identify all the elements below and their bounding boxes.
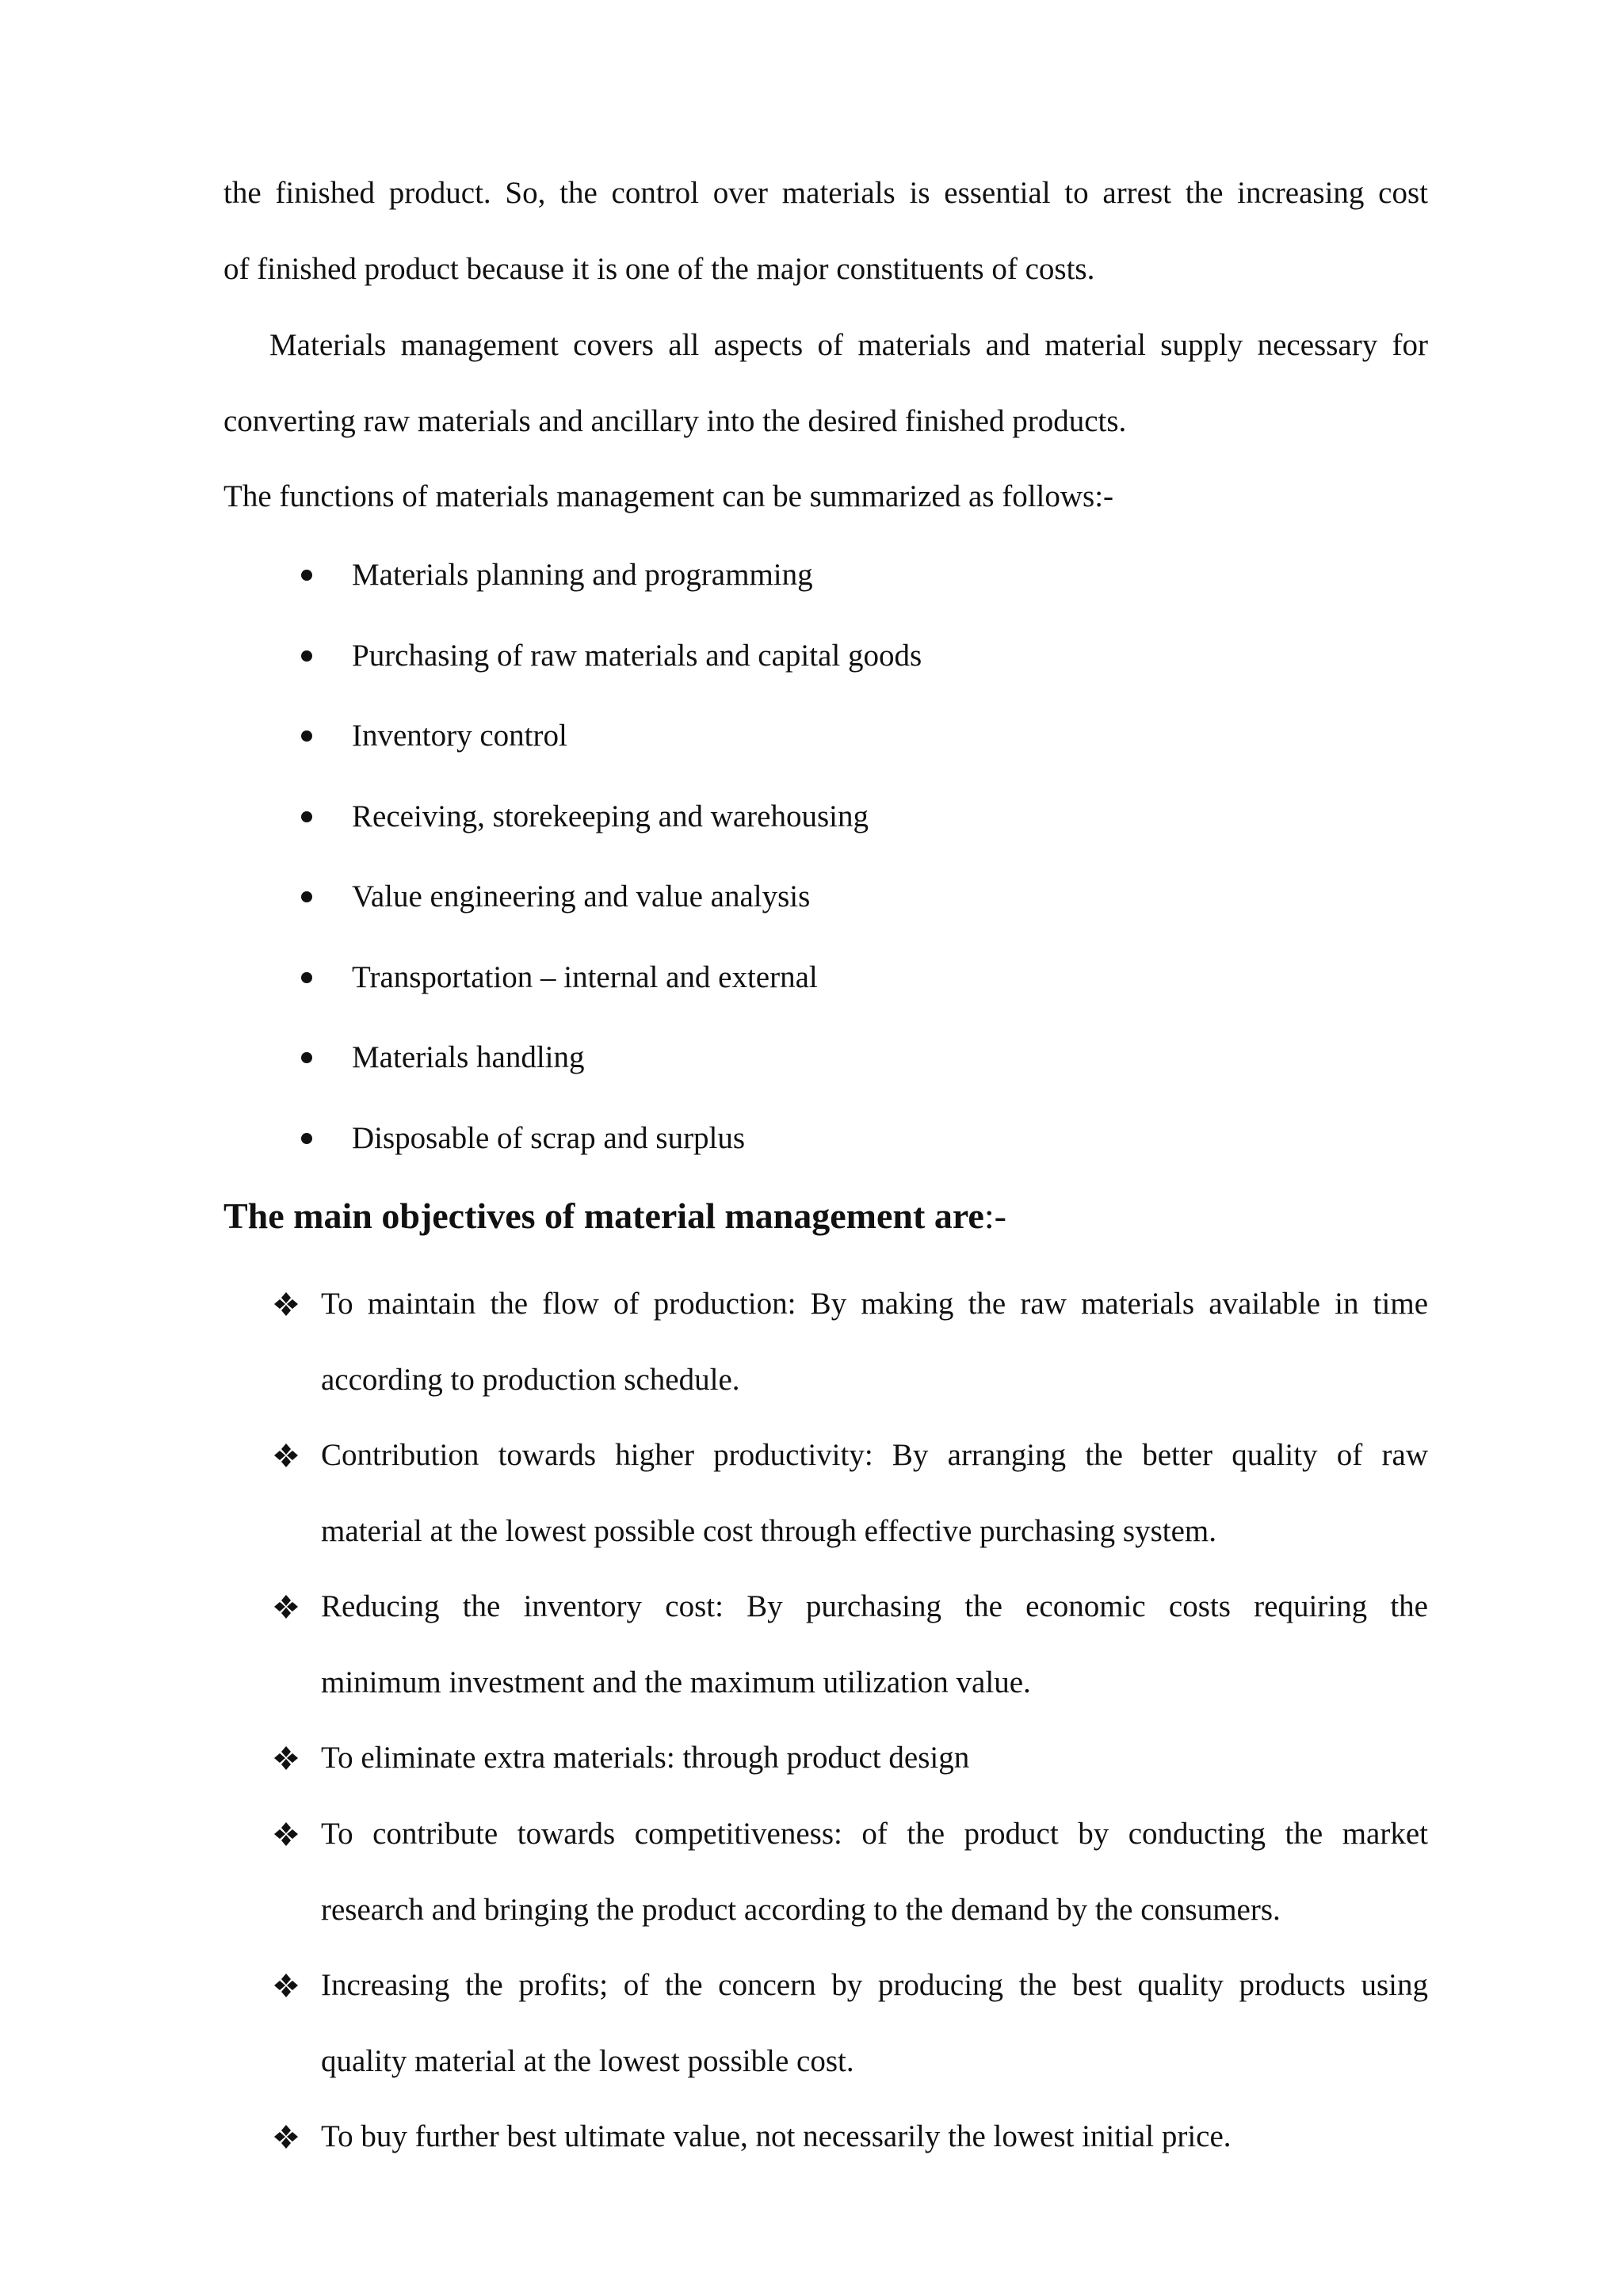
diamond-bullet-icon: [273, 1745, 300, 1772]
list-item-text: Purchasing of raw materials and capital goods: [352, 639, 922, 673]
section-heading: [223, 1194, 1006, 1238]
list-item-text: Contribution towards higher productivity: By arranging the better quality of raw: [321, 1438, 1428, 1472]
list-item-text: Materials handling: [352, 1040, 585, 1074]
list-item-text-continued: material at the lowest possible cost through effective purchasing system.: [321, 1514, 1216, 1548]
list-item-text: Value engineering and value analysis: [352, 879, 811, 913]
diamond-bullet-icon: [273, 1972, 300, 1999]
bullet-icon: [301, 891, 312, 902]
list-item-text: Disposable of scrap and surplus: [352, 1121, 746, 1155]
list-item-text-continued: minimum investment and the maximum utilization value.: [321, 1665, 1031, 1699]
list-item-text-continued: according to production schedule.: [321, 1363, 740, 1397]
list-item-text: To maintain the flow of production: By making the raw materials available in time: [321, 1287, 1428, 1321]
bullet-icon: [301, 1133, 312, 1144]
intro-paragraph-line-2: of finished product because it is one of the major constituents of costs.: [223, 252, 1095, 286]
bullet-icon: [301, 730, 312, 742]
list-item-text: Reducing the inventory cost: By purchasing the economic costs requiring the: [321, 1589, 1428, 1623]
diamond-bullet-icon: [273, 1593, 300, 1620]
list-item-text: Transportation – internal and external: [352, 960, 818, 994]
section-heading-text: The main objectives of material management are: [223, 1196, 984, 1236]
list-item-text: To eliminate extra materials: through product design: [321, 1741, 970, 1775]
list-item-text-continued: research and bringing the product according to the demand by the consumers.: [321, 1893, 1281, 1927]
diamond-bullet-icon: [273, 1442, 300, 1469]
list-item-text-continued: quality material at the lowest possible cost.: [321, 2044, 854, 2078]
bullet-icon: [301, 570, 312, 581]
list-item-text: Inventory control: [352, 719, 567, 753]
section-heading-suffix: :-: [983, 1196, 1006, 1236]
diamond-bullet-icon: [273, 2123, 300, 2150]
functions-intro: The functions of materials management can be summarized as follows:-: [223, 479, 1114, 513]
intro-paragraph-line-1: the finished product. So, the control over materials is essential to arrest the increasing cost: [223, 176, 1428, 210]
mm-paragraph-line-2: converting raw materials and ancillary into the desired finished products.: [223, 404, 1127, 438]
list-item-text: Materials planning and programming: [352, 558, 813, 592]
bullet-icon: [301, 972, 312, 983]
list-item-text: Receiving, storekeeping and warehousing: [352, 799, 869, 833]
bullet-icon: [301, 811, 312, 822]
list-item-text: To buy further best ultimate value, not necessarily the lowest initial price.: [321, 2119, 1232, 2153]
diamond-bullet-icon: [273, 1821, 300, 1848]
diamond-bullet-icon: [273, 1291, 300, 1318]
list-item-text: Increasing the profits; of the concern by producing the best quality products using: [321, 1968, 1428, 2002]
mm-paragraph-line-1: Materials management covers all aspects of materials and material supply necessary for: [269, 328, 1428, 362]
bullet-icon: [301, 650, 312, 662]
list-item-text: To contribute towards competitiveness: of the product by conducting the market: [321, 1817, 1428, 1851]
bullet-icon: [301, 1052, 312, 1063]
